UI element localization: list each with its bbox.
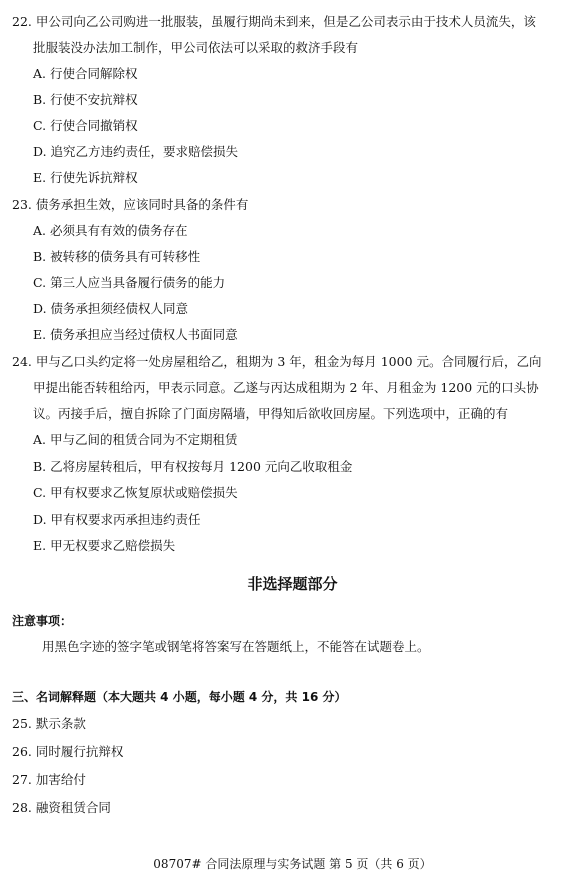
section-title: 非选择题部分 — [247, 575, 338, 593]
q23-option-c: C. 第三人应当具备履行债务的能力 — [33, 275, 226, 290]
q22-option-a: A. 行使合同解除权 — [33, 66, 138, 81]
q23-option-e: E. 债务承担应当经过债权人书面同意 — [33, 327, 238, 342]
term-item-26: 26. 同时履行抗辩权 — [12, 744, 124, 759]
q23-option-d: D. 债务承担须经债权人同意 — [33, 301, 189, 316]
q22-stem-line1: 22. 甲公司向乙公司购进一批服装，虽履行期尚未到来，但是乙公司表示由于技术人员流失，该 — [12, 14, 536, 29]
part3-title: 三、名词解释题（本大题共 4 小题，每小题 4 分，共 16 分） — [12, 690, 347, 704]
q24-stem-line2: 甲提出能否转租给丙，甲表示同意。乙遂与丙达成租期为 2 年、月租金为 1200 元的口头协 — [33, 380, 539, 395]
q23-stem: 23. 债务承担生效，应该同时具备的条件有 — [12, 197, 249, 212]
q22-option-b: B. 行使不安抗辩权 — [33, 92, 138, 107]
term-item-27: 27. 加害给付 — [12, 772, 86, 787]
q24-stem-line3: 议。丙接手后，擅自拆除了门面房隔墙，甲得知后欲收回房屋。下列选项中，正确的有 — [33, 406, 509, 421]
q23-option-b: B. 被转移的债务具有可转移性 — [33, 249, 201, 264]
q22-option-e: E. 行使先诉抗辩权 — [33, 170, 138, 185]
page-footer: 08707# 合同法原理与实务试题 第 5 页（共 6 页） — [153, 857, 432, 871]
q24-option-a: A. 甲与乙间的租赁合同为不定期租赁 — [33, 432, 238, 447]
term-item-25: 25. 默示条款 — [12, 716, 86, 731]
q22-option-c: C. 行使合同撤销权 — [33, 118, 138, 133]
q24-stem-line1: 24. 甲与乙口头约定将一处房屋租给乙，租期为 3 年，租金为每月 1000 元。合同履行后，乙向 — [12, 354, 542, 369]
notice-text: 用黑色字迹的签字笔或钢笔将答案写在答题纸上，不能答在试题卷上。 — [42, 639, 430, 654]
q24-option-b: B. 乙将房屋转租后，甲有权按每月 1200 元向乙收取租金 — [33, 459, 353, 474]
q23-option-a: A. 必须具有有效的债务存在 — [33, 223, 188, 238]
term-item-28: 28. 融资租赁合同 — [12, 800, 111, 815]
q24-option-c: C. 甲有权要求乙恢复原状或赔偿损失 — [33, 485, 238, 500]
q24-option-d: D. 甲有权要求丙承担违约责任 — [33, 512, 201, 527]
notice-title: 注意事项： — [12, 614, 73, 628]
q22-stem-line2: 批服装没办法加工制作，甲公司依法可以采取的救济手段有 — [33, 40, 359, 55]
q22-option-d: D. 追究乙方违约责任，要求赔偿损失 — [33, 144, 239, 159]
q24-option-e: E. 甲无权要求乙赔偿损失 — [33, 538, 176, 553]
